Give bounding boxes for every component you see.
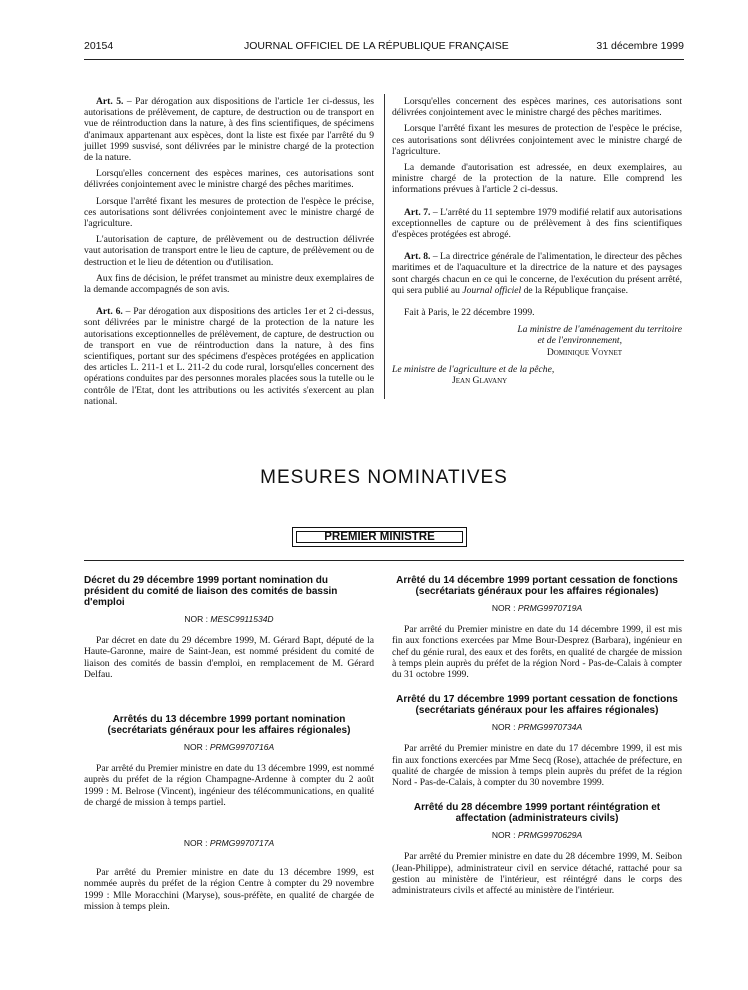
paragraph: L'autorisation de capture, de prélèvement ou de destruction délivrée vaut autorisation de transport entre le lieu de capture, de prélèvement ou de destruction et le lieu de détention ou d'utilisation.	[84, 234, 374, 268]
entry-title: Arrêté du 17 décembre 1999 portant cessation de fonctions (secrétariats généraux pour les affaires régionales)	[396, 694, 678, 717]
paragraph: Aux fins de décision, le préfet transmet au ministre deux exemplaires de la demande accompagnés de son avis.	[84, 272, 374, 296]
ministry-box	[292, 527, 467, 547]
issue-date: 31 décembre 1999	[596, 40, 684, 52]
nor-reference: NOR : PRMG9970717A	[183, 838, 275, 849]
top-right-column	[392, 96, 682, 386]
entry-title: Arrêtés du 13 décembre 1999 portant nomination (secrétariats généraux pour les affaires régionales)	[107, 714, 351, 737]
section-rule	[84, 560, 684, 561]
entry-title: Arrêté du 28 décembre 1999 portant réintégration et affectation (administrateurs civils)	[413, 802, 661, 825]
bottom-left-column	[84, 575, 374, 926]
paragraph: Lorsqu'elles concernent des espèces marines, ces autorisations sont délivrées conjointement avec le ministre chargé des pêches maritimes.	[84, 168, 374, 191]
signature-block-1: La ministre de l'aménagement du territoire et de l'environnement, Dominique Voynet	[392, 324, 682, 358]
entry-title: Décret du 29 décembre 1999 portant nomination du président du comité de liaison des comités de bassin d'emploi	[84, 575, 338, 608]
entry-text: Par arrêté du Premier ministre en date du 28 décembre 1999, M. Seibon (Jean-Philippe), administrateur civil en service détaché, rattaché pour sa gestion au ministère de l'intérieur, est réintégré dans le corps des administrateurs civils et affecté au ministère de l'intérieur.	[392, 851, 682, 897]
entry-title: Arrêté du 14 décembre 1999 portant cessation de fonctions (secrétariats généraux pour les affaires régionales)	[396, 575, 678, 597]
decree-entry	[392, 575, 682, 680]
article-7: Art. 7. – L'arrêté du 11 septembre 1979 modifié relatif aux autorisations exceptionnelles de capture ou de prélèvement à des fins scientifiques d'espèces protégées est abrogé.	[392, 206, 682, 241]
entry-text: Par arrêté du Premier ministre en date du 14 décembre 1999, il est mis fin aux fonctions exercées par Mme Bour-Desprez (Barbara), ingénieur en chef du génie rural, des eaux et des forêts, en qualité de chargée de mission à temps plein auprès du préfet de la région Nord - Pas-de-Calais à compter du 31 octobre 1999.	[392, 624, 682, 681]
section-title: MESURES NOMINATIVES	[260, 467, 508, 488]
header-rule	[84, 59, 684, 60]
ministry-label: PREMIER MINISTRE	[296, 531, 463, 543]
paragraph: Lorsqu'elles concernent des espèces marines, ces autorisations sont délivrées conjointement avec le ministre chargé des pêches maritimes.	[392, 96, 682, 119]
paragraph: Lorsque l'arrêté fixant les mesures de protection de l'espèce le précise, ces autorisations sont délivrées conjointement avec le ministre chargé de l'agriculture.	[84, 195, 374, 230]
decree-entry	[84, 575, 374, 680]
nor-reference: NOR : MESC9911534D	[184, 614, 274, 624]
bottom-right-column	[392, 575, 682, 910]
running-header	[84, 40, 684, 56]
page-number: 20154	[84, 40, 114, 52]
nor-reference: NOR : PRMG9970716A	[183, 742, 275, 753]
column-divider	[384, 94, 385, 399]
signatory-name: Jean Glavany	[452, 375, 508, 387]
journal-title: JOURNAL OFFICIEL DE LA RÉPUBLIQUE FRANÇAISE	[244, 40, 509, 52]
entry-text: Par arrêté du Premier ministre en date du 13 décembre 1999, est nommée auprès du préfet de la région Centre à compter du 29 novembre 1999 : Mlle Moracchini (Maryse), sous-préfète, en qualité de chargée de mission à temps plein.	[84, 867, 374, 912]
top-left-column	[84, 96, 374, 412]
signature-block-2: Le ministre de l'agriculture et de la pêche, Jean Glavany	[392, 364, 682, 386]
entry-text: Par arrêté du Premier ministre en date du 17 décembre 1999, il est mis fin aux fonctions exercées par Mme Secq (Rose), attachée de préfecture, en qualité de chargée de mission à temps plein auprès du préfet de la région Nord - Pas-de-Calais, à compter du 30 novembre 1999.	[392, 743, 682, 789]
signatory-name: Dominique Voynet	[546, 346, 622, 358]
paragraph: Lorsque l'arrêté fixant les mesures de protection de l'espèce le précise, ces autorisations sont délivrées conjointement avec le ministre chargé de l'agriculture.	[392, 123, 682, 157]
nor-reference: NOR : PRMG9970719A	[491, 603, 583, 613]
article-5: Art. 5. – Par dérogation aux dispositions de l'article 1er ci-dessus, les autorisations de prélèvement, de capture, de destruction ou de transport en vue de réintroduction dans la nature, à des fins scientifiques, de spécimens d'animaux appartenant aux espèces, dont la liste est fixée par l'arrêté du 9 juillet 1999 susvisé, sont délivrées par le ministre chargé de la protection de la nature.	[84, 96, 375, 164]
article-6: Art. 6. – Par dérogation aux dispositions des articles 1er et 2 ci-dessus, sont délivrées par le ministre chargé de la protection de la nature les autorisations exceptionnelles de prélèvement, de capture, de destruction ou de transport en vue de réintroduction dans la nature, à des fins scientifiques, portant sur des spécimens d'espèces protégées en application des articles L. 211-1 et L. 211-2 du code rural, lorsqu'elles concernent des opérations conduites par des personnes morales placées sous la tutelle ou le contrôle de l'Etat, dont les attributions ou les activités s'exercent au plan national.	[84, 306, 374, 407]
decree-entry	[392, 802, 682, 896]
decree-entry	[84, 714, 374, 808]
nor-reference: NOR : PRMG9970629A	[491, 830, 583, 841]
nor-reference: NOR : PRMG9970734A	[491, 722, 583, 733]
done-at: Fait à Paris, le 22 décembre 1999.	[404, 307, 535, 319]
decree-entry	[84, 838, 374, 912]
article-8: Art. 8. – La directrice générale de l'alimentation, le directeur des pêches maritimes et de l'aquaculture et la directrice de la nature et des paysages sont chargés chacun en ce qui le concerne, de l'exécution du présent arrêté, qui sera publié au Journal officiel de la République française.	[392, 251, 682, 296]
decree-entry	[392, 694, 682, 788]
paragraph: La demande d'autorisation est adressée, en deux exemplaires, au ministre chargé de la protection de la nature. Elle comprend les informations prévues à l'article 2 ci-dessus.	[392, 162, 682, 196]
entry-text: Par arrêté du Premier ministre en date du 13 décembre 1999, est nommé auprès du préfet de la région Champagne-Ardenne à compter du 2 août 1999 : M. Belrose (Vincent), ingénieur des télécommunications, en qualité de chargé de mission à temps partiel.	[84, 763, 374, 808]
entry-text: Par décret en date du 29 décembre 1999, M. Gérard Bapt, député de la Haute-Garonne, maire de Saint-Jean, est nommé président du comité de liaison des comités de bassin d'emploi, en remplacement de M. Gérard Delfau.	[84, 635, 374, 680]
